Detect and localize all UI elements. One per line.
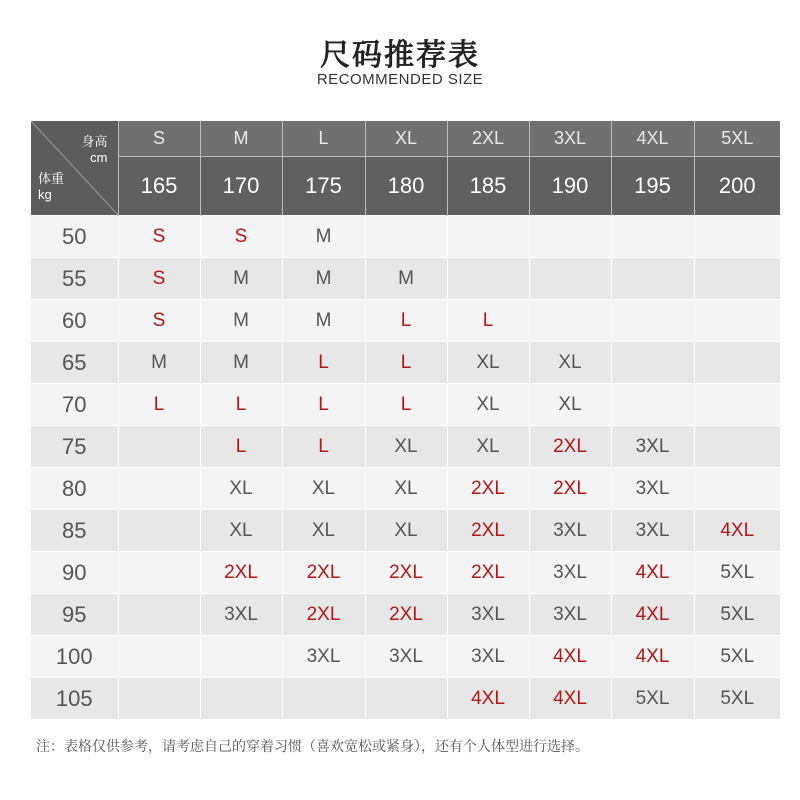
size-cell: XL: [282, 510, 365, 552]
size-cell: 3XL: [529, 594, 611, 636]
size-cell: [365, 678, 447, 720]
size-header: L: [282, 121, 365, 157]
size-cell: XL: [365, 468, 447, 510]
size-cell: 2XL: [200, 552, 282, 594]
corner-cell: [31, 121, 118, 216]
size-cell: 3XL: [529, 552, 611, 594]
size-cell: XL: [529, 384, 611, 426]
size-cell: [447, 258, 529, 300]
size-cell: [118, 594, 200, 636]
size-cell: M: [200, 300, 282, 342]
size-cell: [200, 678, 282, 720]
size-header: S: [118, 121, 200, 157]
size-cell: L: [365, 384, 447, 426]
height-axis-label: [81, 134, 107, 166]
size-cell: 3XL: [282, 636, 365, 678]
height-header: 195: [611, 157, 694, 216]
size-cell: 2XL: [282, 594, 365, 636]
size-cell: [529, 258, 611, 300]
size-cell: [118, 552, 200, 594]
size-cell: 5XL: [694, 636, 780, 678]
height-header: 175: [282, 157, 365, 216]
weight-cell: 100: [31, 636, 118, 678]
size-cell: L: [365, 342, 447, 384]
size-header-row: [31, 121, 780, 157]
size-cell: M: [282, 258, 365, 300]
size-cell: [282, 678, 365, 720]
table-row: [31, 552, 780, 594]
size-cell: [694, 258, 780, 300]
weight-cell: 50: [31, 216, 118, 258]
size-cell: 4XL: [447, 678, 529, 720]
size-cell: L: [118, 384, 200, 426]
size-cell: [611, 300, 694, 342]
size-cell: [118, 426, 200, 468]
size-header: 5XL: [694, 121, 780, 157]
size-cell: 4XL: [611, 636, 694, 678]
size-cell: 2XL: [365, 594, 447, 636]
size-cell: [611, 258, 694, 300]
size-cell: 3XL: [447, 594, 529, 636]
size-table-body: [31, 216, 780, 720]
height-header: 200: [694, 157, 780, 216]
size-cell: [611, 342, 694, 384]
size-cell: 3XL: [611, 468, 694, 510]
size-cell: 3XL: [200, 594, 282, 636]
size-cell: L: [200, 426, 282, 468]
weight-unit: kg: [38, 187, 52, 202]
size-cell: S: [200, 216, 282, 258]
weight-cell: 60: [31, 300, 118, 342]
size-cell: XL: [529, 342, 611, 384]
page-subtitle: RECOMMENDED SIZE: [316, 71, 484, 88]
size-cell: [694, 426, 780, 468]
height-header: 180: [365, 157, 447, 216]
size-cell: 3XL: [611, 510, 694, 552]
size-cell: 2XL: [447, 552, 529, 594]
size-header: XL: [365, 121, 447, 157]
size-cell: 3XL: [611, 426, 694, 468]
size-cell: M: [365, 258, 447, 300]
size-cell: XL: [447, 384, 529, 426]
weight-label: 体重: [38, 171, 65, 186]
size-cell: [694, 468, 780, 510]
size-cell: M: [118, 342, 200, 384]
size-cell: [200, 636, 282, 678]
size-cell: [694, 384, 780, 426]
table-row: [31, 342, 780, 384]
size-cell: [118, 636, 200, 678]
weight-cell: 55: [31, 258, 118, 300]
size-chart-table: [31, 121, 780, 719]
size-cell: XL: [200, 510, 282, 552]
size-cell: 4XL: [611, 594, 694, 636]
table-row: [31, 510, 780, 552]
height-header: 165: [118, 157, 200, 216]
table-row: [31, 594, 780, 636]
size-header: 3XL: [529, 121, 611, 157]
size-cell: 5XL: [694, 594, 780, 636]
size-cell: 3XL: [529, 510, 611, 552]
size-cell: S: [118, 300, 200, 342]
table-row: [31, 468, 780, 510]
size-header: 4XL: [611, 121, 694, 157]
weight-cell: 75: [31, 426, 118, 468]
size-cell: L: [200, 384, 282, 426]
size-cell: M: [282, 216, 365, 258]
size-header: 2XL: [447, 121, 529, 157]
table-row: [31, 384, 780, 426]
size-cell: XL: [365, 510, 447, 552]
weight-cell: 95: [31, 594, 118, 636]
height-header-row: [31, 157, 780, 216]
size-cell: [118, 468, 200, 510]
footnote: 注：表格仅供参考，请考虑自己的穿着习惯（喜欢宽松或紧身），还有个人体型进行选择。: [36, 739, 589, 755]
size-cell: L: [365, 300, 447, 342]
height-header: 190: [529, 157, 611, 216]
weight-axis-label: [38, 171, 64, 203]
height-label: 身高: [81, 134, 108, 149]
weight-cell: 85: [31, 510, 118, 552]
size-cell: L: [282, 384, 365, 426]
size-cell: 2XL: [365, 552, 447, 594]
table-row: [31, 216, 780, 258]
size-cell: L: [282, 426, 365, 468]
weight-cell: 105: [31, 678, 118, 720]
size-cell: 5XL: [694, 678, 780, 720]
size-cell: 3XL: [447, 636, 529, 678]
size-cell: [365, 216, 447, 258]
size-cell: XL: [447, 342, 529, 384]
size-cell: [611, 216, 694, 258]
size-cell: [118, 510, 200, 552]
size-cell: [118, 678, 200, 720]
size-cell: S: [118, 216, 200, 258]
size-cell: L: [282, 342, 365, 384]
size-cell: M: [200, 342, 282, 384]
size-cell: XL: [282, 468, 365, 510]
size-cell: M: [282, 300, 365, 342]
size-cell: 2XL: [447, 510, 529, 552]
size-header: M: [200, 121, 282, 157]
table-row: [31, 300, 780, 342]
weight-cell: 80: [31, 468, 118, 510]
table-row: [31, 636, 780, 678]
size-cell: [611, 384, 694, 426]
size-cell: [447, 216, 529, 258]
size-cell: XL: [365, 426, 447, 468]
height-header: 170: [200, 157, 282, 216]
size-cell: 4XL: [529, 678, 611, 720]
height-header: 185: [447, 157, 529, 216]
table-row: [31, 258, 780, 300]
size-cell: M: [200, 258, 282, 300]
size-cell: [694, 342, 780, 384]
size-cell: XL: [447, 426, 529, 468]
weight-cell: 70: [31, 384, 118, 426]
size-cell: S: [118, 258, 200, 300]
size-cell: 4XL: [694, 510, 780, 552]
size-cell: [529, 216, 611, 258]
size-cell: 2XL: [529, 426, 611, 468]
size-cell: 5XL: [694, 552, 780, 594]
size-cell: 2XL: [282, 552, 365, 594]
page-title: 尺码推荐表: [320, 38, 480, 73]
weight-cell: 65: [31, 342, 118, 384]
size-cell: 5XL: [611, 678, 694, 720]
size-cell: XL: [200, 468, 282, 510]
table-row: [31, 426, 780, 468]
table-row: [31, 678, 780, 720]
weight-cell: 90: [31, 552, 118, 594]
size-cell: 4XL: [611, 552, 694, 594]
size-cell: 2XL: [529, 468, 611, 510]
size-cell: L: [447, 300, 529, 342]
size-cell: [529, 300, 611, 342]
size-cell: [694, 300, 780, 342]
height-unit: cm: [90, 150, 108, 165]
size-cell: [694, 216, 780, 258]
size-cell: 3XL: [365, 636, 447, 678]
size-cell: 4XL: [529, 636, 611, 678]
size-cell: 2XL: [447, 468, 529, 510]
